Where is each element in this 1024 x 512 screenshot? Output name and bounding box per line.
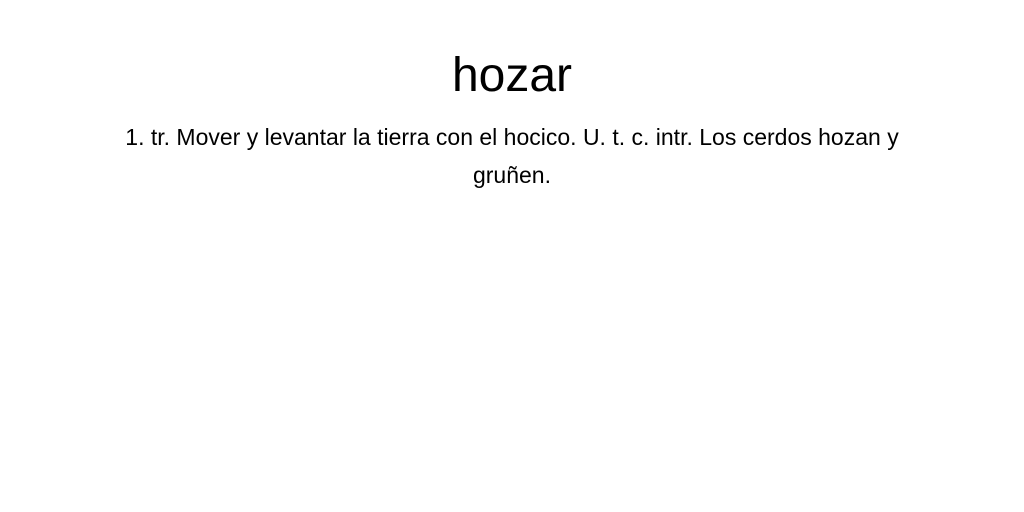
dictionary-entry: [0, 46, 1024, 194]
headword: hozar: [451, 49, 573, 102]
definition-text: 1. tr. Mover y levantar la tierra con el hocico. U. t. c. intr. Los cerdos hozan y gruñen.: [125, 124, 899, 188]
